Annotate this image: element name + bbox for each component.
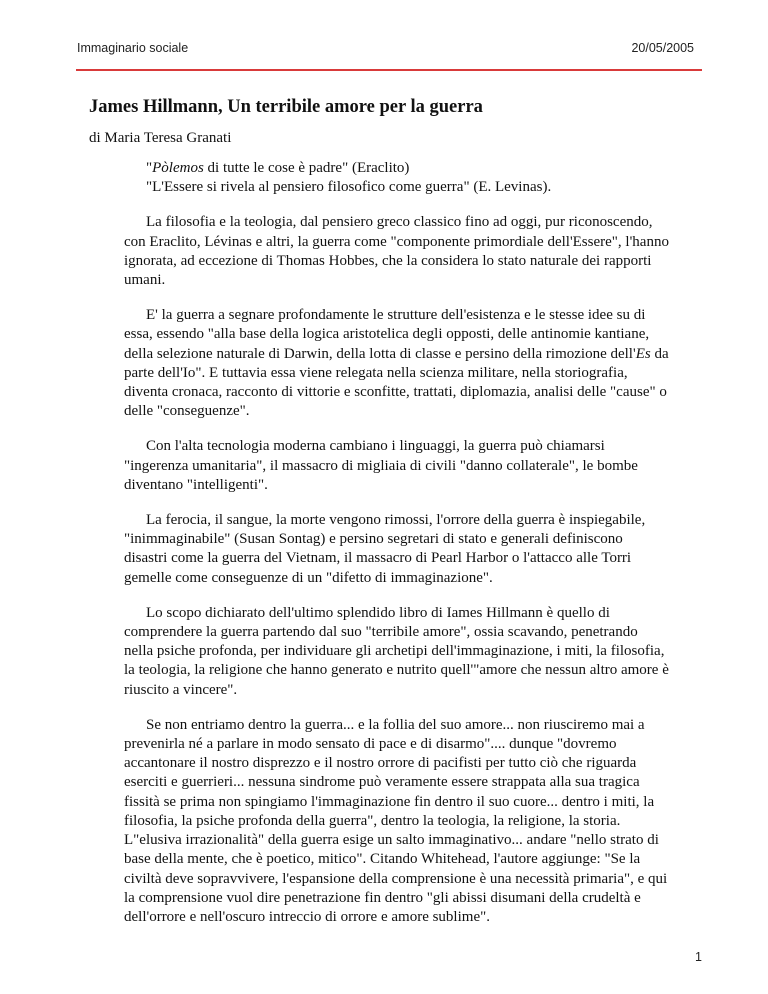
epigraph-polemos: Pòlemos [152,160,204,176]
header-section-title: Immaginario sociale [77,41,189,55]
page-number: 1 [695,950,702,964]
paragraph-2-before: E' la guerra a segnare profondamente le strutture dell'esistenza e le stesse idee su di essa, essendo "alla base della logica aristotelica degli opposti, delle antinomie kantiane, della selezione naturale di Darwin, della lotta di classe e persino della rimozione dell' [124,307,650,362]
article-body [124,159,669,927]
article-title: James Hillmann, Un terribile amore per la guerra [89,97,483,117]
epigraph-line-levinas: "L'Essere si rivela al pensiero filosofico come guerra" (E. Levinas). [146,179,552,196]
header-date: 20/05/2005 [631,41,694,55]
article-byline: di Maria Teresa Granati [89,130,232,146]
paragraph-6: Se non entriamo dentro la guerra... e la follia del suo amore... non riusciremo mai a prevenirla né a parlare in modo sensato di pace e di disarmo".... dunque "dovremo accantonare il nostro disprezzo e il nostro orrore di pacifisti per tutto ciò che riguarda eserciti e guerrieri... nessuna sindrome può veramente essere strappata alla sua tragica fissità se prima non spingiamo l'immaginazione fin dentro il suo cuore... dentro i miti, la filosofia, la psiche profonda della guerra", dentro la teologia, la religione, la storia. L"elusiva irrazionalità" della guerra esige un salto immaginativo... andare "nello strato di base della mente, che è poetico, mitico". Citando Whitehead, l'autore aggiunge: "Se la civiltà deve sopravvivere, l'espansione della comprensione è una necessità primaria", e qui la comprensione vuol dire penetrazione fin dentro "gli abissi disumani della crudeltà e dell'orrore e nell'oscuro intreccio di orrore e amore sublime". [124,716,668,925]
epigraph-line-heraclitus [146,159,669,178]
header-divider [76,69,702,71]
epigraph [124,159,669,197]
paragraph-5: Lo scopo dichiarato dell'ultimo splendido libro di Iames Hillmann è quello di comprendere la guerra partendo dal suo "terribile amore", ossia scavando, penetrando nella psiche profonda, per individuare gli archetipi dell'immaginazione, i miti, la filosofia, la teologia, la religione che hanno generato e nutrito quell'"amore che nessun altro amore è riuscito a vincere". [124,604,669,698]
epigraph-line1-rest: di tutte le cose è padre" (Eraclito) [203,160,410,176]
paragraph-1: La filosofia e la teologia, dal pensiero greco classico fino ad oggi, pur riconoscendo, con Eraclito, Lévinas e altri, la guerra come "componente primordiale dell'Essere", l'hanno ignorata, ad eccezione di Thomas Hobbes, che la considera lo stato naturale dei rapporti umani. [124,214,669,289]
paragraph-2 [124,306,669,421]
epigraph-open-quote: " [146,160,153,176]
paragraph-2-after: da parte dell'Io". E tuttavia essa viene relegata nella scienza militare, nella storiografia, diventa cronaca, racconto di vittorie e sconfitte, trattati, diplomazia, analisi delle "cause" o delle "conseguenze". [124,345,669,420]
paragraph-3: Con l'alta tecnologia moderna cambiano i linguaggi, la guerra può chiamarsi "ingerenza umanitaria", il massacro di migliaia di civili "danno collaterale", le bombe diventano "intelligenti". [124,438,638,493]
paragraph-2-es: Es [635,345,651,362]
paragraph-4: La ferocia, il sangue, la morte vengono rimossi, l'orrore della guerra è inspiegabile, "inimmaginabile" (Susan Sontag) e persino segretari di stato e generali definiscono disastri come la guerra del Vietnam, il massacro di Pearl Harbor o l'attacco alle Torri gemelle come conseguenze di un "difetto di immaginazione". [124,512,646,586]
